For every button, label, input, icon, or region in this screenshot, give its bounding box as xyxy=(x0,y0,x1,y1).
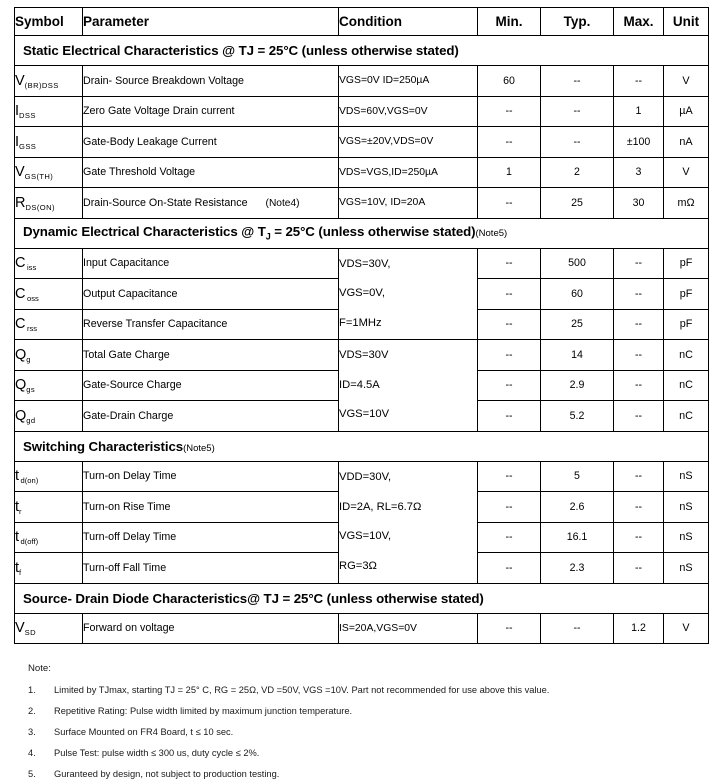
row-min: -- xyxy=(478,461,541,492)
condition-line: VGS=10V xyxy=(339,408,390,420)
row-min: -- xyxy=(478,340,541,371)
notes-title: Note: xyxy=(28,663,51,674)
row-symbol: $Q_{gs}$ xyxy=(15,370,83,401)
row-max: -- xyxy=(614,66,664,97)
row-symbol: $t_f$ xyxy=(15,553,83,584)
row-parameter: Reverse Transfer Capacitance xyxy=(83,309,339,340)
row-typ: -- xyxy=(541,66,614,97)
row-min: -- xyxy=(478,522,541,553)
condition-line: VDS=30V, xyxy=(339,257,391,270)
table-row xyxy=(15,340,709,371)
note-number: 1. xyxy=(28,685,36,695)
row-min: 60 xyxy=(478,66,541,97)
row-parameter: Turn-on Rise Time xyxy=(83,492,339,523)
note-text: Surface Mounted on FR4 Board, t ≤ 10 sec. xyxy=(54,727,234,737)
table-row xyxy=(15,66,709,97)
row-condition: VGS=±20V,VDS=0V xyxy=(339,127,478,158)
row-condition: VGS=10V, ID=20A xyxy=(339,188,478,219)
row-symbol: $Q_g$ xyxy=(15,340,83,371)
row-typ: -- xyxy=(541,613,614,644)
table-row xyxy=(15,127,709,158)
note-item xyxy=(28,748,708,758)
row-parameter: Turn-on Delay Time xyxy=(83,461,339,492)
row-typ: -- xyxy=(541,127,614,158)
condition-line: RG=3Ω xyxy=(339,559,377,572)
row-unit: V xyxy=(664,157,709,188)
section-title-switching: Switching Characteristics(Note5) xyxy=(15,431,709,461)
row-max: -- xyxy=(614,279,664,310)
row-condition-group xyxy=(339,248,478,340)
table-row xyxy=(15,96,709,127)
row-unit: V xyxy=(664,66,709,97)
row-symbol: t $_{d(on)}$ xyxy=(15,461,83,492)
row-unit: V xyxy=(664,613,709,644)
row-max: -- xyxy=(614,522,664,553)
row-parameter: Gate Threshold Voltage xyxy=(83,157,339,188)
row-parameter: Forward on voltage xyxy=(83,613,339,644)
column-header-condition: Condition xyxy=(339,8,478,36)
row-symbol: t $_{d(off)}$ xyxy=(15,522,83,553)
row-min: -- xyxy=(478,188,541,219)
row-symbol: $R_{DS(ON)}$ xyxy=(15,188,83,219)
notes-block xyxy=(14,663,708,779)
column-header-symbol: Symbol xyxy=(15,8,83,36)
row-max: 1 xyxy=(614,96,664,127)
row-symbol: C $_{rss}$ xyxy=(15,309,83,340)
row-min: -- xyxy=(478,309,541,340)
row-unit: nS xyxy=(664,522,709,553)
row-max: -- xyxy=(614,553,664,584)
row-max: -- xyxy=(614,461,664,492)
section-header-static xyxy=(15,36,709,66)
note-item xyxy=(28,706,708,716)
condition-line: ID=4.5A xyxy=(339,378,380,391)
row-unit: nA xyxy=(664,127,709,158)
row-parameter-note: (Note4) xyxy=(265,197,300,209)
row-unit: µA xyxy=(664,96,709,127)
row-max: -- xyxy=(614,340,664,371)
row-max: -- xyxy=(614,248,664,279)
row-parameter: Turn-off Fall Time xyxy=(83,553,339,584)
column-header-unit: Unit xyxy=(664,8,709,36)
row-min: 1 xyxy=(478,157,541,188)
condition-line: VDD=30V, xyxy=(339,471,392,483)
row-unit: nC xyxy=(664,340,709,371)
row-unit: pF xyxy=(664,309,709,340)
row-min: -- xyxy=(478,370,541,401)
note-number: 2. xyxy=(28,706,36,716)
section-note-dynamic: (Note5) xyxy=(475,228,508,240)
row-typ: 60 xyxy=(541,279,614,310)
row-parameter: Drain- Source Breakdown Voltage xyxy=(83,66,339,97)
row-condition: VGS=0V ID=250µA xyxy=(339,66,478,97)
row-unit: mΩ xyxy=(664,188,709,219)
row-max: -- xyxy=(614,401,664,432)
row-min: -- xyxy=(478,401,541,432)
row-parameter: Input Capacitance xyxy=(83,248,339,279)
row-unit: nC xyxy=(664,401,709,432)
section-note-switching: (Note5) xyxy=(183,442,215,454)
row-symbol: $t_r$ xyxy=(15,492,83,523)
column-header-parameter: Parameter xyxy=(83,8,339,36)
row-unit: nS xyxy=(664,461,709,492)
note-number: 3. xyxy=(28,727,36,737)
section-header-dynamic xyxy=(15,218,709,248)
row-max: ±100 xyxy=(614,127,664,158)
section-title-dynamic: Dynamic Electrical Characteristics @ $T_J = 25^\circ C$ (unless otherwise stated)(Note5) xyxy=(15,218,709,248)
row-condition: VDS=VGS,ID=250µA xyxy=(339,157,478,188)
note-item xyxy=(28,727,708,737)
row-unit: nS xyxy=(664,492,709,523)
row-unit: nS xyxy=(664,553,709,584)
row-unit: nC xyxy=(664,370,709,401)
note-number: 4. xyxy=(28,748,36,758)
row-typ: 2.9 xyxy=(541,370,614,401)
row-unit: pF xyxy=(664,279,709,310)
row-typ: 500 xyxy=(541,248,614,279)
row-parameter: Gate-Drain Charge xyxy=(83,401,339,432)
row-min: -- xyxy=(478,248,541,279)
table-row xyxy=(15,157,709,188)
row-min: -- xyxy=(478,96,541,127)
row-symbol: C $_{iss}$ xyxy=(15,248,83,279)
row-symbol: $I_{DSS}$ xyxy=(15,96,83,127)
row-min: -- xyxy=(478,279,541,310)
row-max: 1.2 xyxy=(614,613,664,644)
note-text: Pulse Test: pulse width ≤ 300 us, duty cycle ≤ 2%. xyxy=(54,748,260,758)
row-typ: 5.2 xyxy=(541,401,614,432)
condition-line: VDS=30V xyxy=(339,349,389,361)
column-header-max: Max. xyxy=(614,8,664,36)
condition-line: VGS=0V, xyxy=(339,287,385,299)
table-header-row xyxy=(15,8,709,36)
row-typ: 2 xyxy=(541,157,614,188)
section-title-static: Static Electrical Characteristics @ TJ = 25°C (unless otherwise stated) xyxy=(15,36,709,66)
row-typ: -- xyxy=(541,96,614,127)
row-typ: 25 xyxy=(541,309,614,340)
row-max: -- xyxy=(614,492,664,523)
row-parameter: Zero Gate Voltage Drain current xyxy=(83,96,339,127)
table-row xyxy=(15,613,709,644)
row-typ: 14 xyxy=(541,340,614,371)
row-typ: 5 xyxy=(541,461,614,492)
row-parameter: Gate-Source Charge xyxy=(83,370,339,401)
note-text: Repetitive Rating: Pulse width limited by maximum junction temperature. xyxy=(54,706,353,716)
condition-line: VGS=10V, xyxy=(339,530,392,542)
row-max: 30 xyxy=(614,188,664,219)
row-symbol: $V_{GS(TH)}$ xyxy=(15,157,83,188)
row-min: -- xyxy=(478,492,541,523)
row-parameter: Total Gate Charge xyxy=(83,340,339,371)
note-item xyxy=(28,685,708,695)
section-title-source-drain-diode: Source- Drain Diode Characteristics@ TJ = 25°C (unless otherwise stated) xyxy=(15,583,709,613)
row-symbol: C $_{oss}$ xyxy=(15,279,83,310)
row-condition: IS=20A,VGS=0V xyxy=(339,613,478,644)
row-min: -- xyxy=(478,127,541,158)
note-item xyxy=(28,769,708,779)
row-symbol: $V_{(BR)DSS}$ xyxy=(15,66,83,97)
condition-line: F=1MHz xyxy=(339,316,382,329)
row-condition: VDS=60V,VGS=0V xyxy=(339,96,478,127)
row-symbol: $I_{GSS}$ xyxy=(15,127,83,158)
section-header-source-drain-diode xyxy=(15,583,709,613)
row-typ: 16.1 xyxy=(541,522,614,553)
row-typ: 2.6 xyxy=(541,492,614,523)
row-min: -- xyxy=(478,553,541,584)
note-text: Guranteed by design, not subject to production testing. xyxy=(54,769,280,779)
row-max: -- xyxy=(614,370,664,401)
section-header-switching xyxy=(15,431,709,461)
column-header-typ: Typ. xyxy=(541,8,614,36)
row-parameter: Output Capacitance xyxy=(83,279,339,310)
table-row xyxy=(15,248,709,279)
column-header-min: Min. xyxy=(478,8,541,36)
row-condition-group xyxy=(339,461,478,583)
table-row xyxy=(15,188,709,219)
row-typ: 2.3 xyxy=(541,553,614,584)
row-parameter: Drain-Source On-State Resistance (Note4) xyxy=(83,188,339,219)
row-condition-group xyxy=(339,340,478,432)
row-min: -- xyxy=(478,613,541,644)
row-parameter: Gate-Body Leakage Current xyxy=(83,127,339,158)
table-row xyxy=(15,461,709,492)
row-unit: pF xyxy=(664,248,709,279)
row-symbol: $Q_{gd}$ xyxy=(15,401,83,432)
electrical-characteristics-table xyxy=(14,7,709,644)
row-typ: 25 xyxy=(541,188,614,219)
row-max: 3 xyxy=(614,157,664,188)
row-max: -- xyxy=(614,309,664,340)
row-symbol: $V_{SD}$ xyxy=(15,613,83,644)
note-text: Limited by TJmax, starting TJ = 25° C, RG = 25Ω, VD =50V, VGS =10V. Part not recommended for use above this value. xyxy=(54,685,550,695)
row-parameter: Turn-off Delay Time xyxy=(83,522,339,553)
condition-line: ID=2A, RL=6.7Ω xyxy=(339,500,422,513)
note-number: 5. xyxy=(28,769,36,779)
